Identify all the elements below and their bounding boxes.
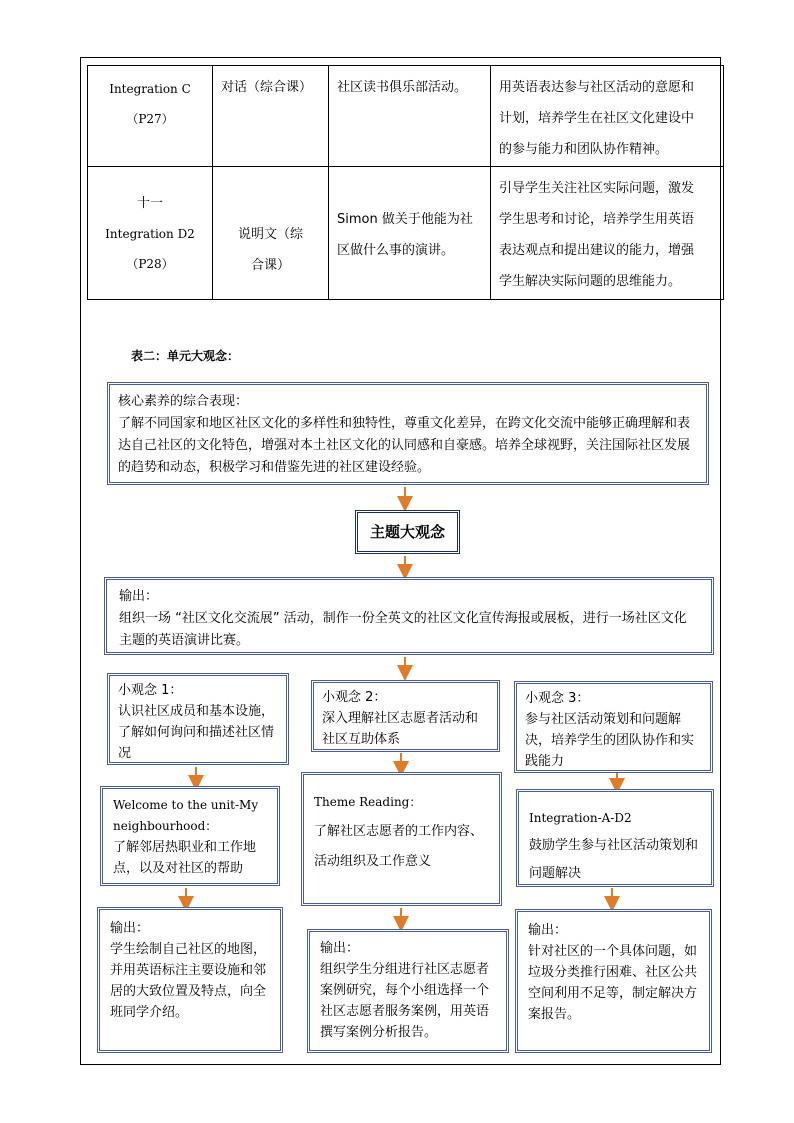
lesson-1-box bbox=[100, 786, 280, 886]
lesson-title: Theme Reading： bbox=[314, 795, 422, 809]
lesson-3-box bbox=[516, 789, 714, 887]
idea-text: 深入理解社区志愿者活动和社区互助体系 bbox=[322, 711, 479, 747]
section-title: 表二：单元大观念： bbox=[131, 349, 240, 363]
output-title: 输出： bbox=[119, 589, 159, 604]
idea-text: 参与社区活动策划和问题解决，培养学生的团队协作和实践能力 bbox=[525, 712, 695, 769]
output-text: 组织一场 “社区文化交流展” 活动，制作一份全英文的社区文化宣传海报或展板，进行一场社区文化主题的英语演讲比赛。 bbox=[119, 611, 687, 648]
lesson-type: 说明文（综合课） bbox=[237, 227, 303, 273]
output-title: 输出： bbox=[528, 923, 568, 938]
lesson-2-box bbox=[301, 772, 502, 906]
lesson-text: 鼓励学生参与社区活动策划和问题解决 bbox=[529, 838, 699, 881]
goal-line: 表达观点和提出建议的能力，增强 bbox=[499, 243, 695, 258]
idea-title: 小观念 2： bbox=[322, 690, 387, 705]
core-literacy-box bbox=[107, 382, 709, 485]
idea-1-box bbox=[107, 673, 289, 765]
output-2-box bbox=[307, 929, 509, 1053]
lesson-text: 了解社区志愿者的工作内容、活动组织及工作意义 bbox=[314, 824, 484, 869]
goal-line: 引导学生关注社区实际问题，激发 bbox=[499, 181, 695, 196]
idea-title: 小观念 3： bbox=[525, 691, 590, 706]
idea-2-box bbox=[311, 680, 500, 752]
lesson-type: 对话（综合课） bbox=[221, 80, 313, 95]
theme-box: 主题大观念 bbox=[355, 510, 460, 554]
output-3-box bbox=[515, 909, 712, 1053]
idea-title: 小观念 1： bbox=[118, 683, 183, 698]
output-text: 学生绘制自己社区的地图，并用英语标注主要设施和邻居的大致位置及特点，向全班同学介绍。 bbox=[110, 942, 267, 1020]
lesson-content: 社区读书俱乐部活动。 bbox=[337, 80, 468, 95]
idea-3-box bbox=[514, 681, 713, 773]
goal-line: 计划，培养学生在社区文化建设中 bbox=[499, 111, 695, 126]
lesson-content: Simon 做关于他能为社区做什么事的演讲。 bbox=[337, 212, 473, 258]
lesson-number: 十一 bbox=[136, 196, 163, 211]
core-text: 了解不同国家和地区社区文化的多样性和独特性，尊重文化差异，在跨文化交流中能够正确理解和表达自己社区的文化特色，增强对本土社区文化的认同感和自豪感。培养全球视野，关注国际社区发展的趋势和动态，积极学习和借鉴先进的社区建设经验。 bbox=[118, 416, 691, 475]
output-text: 组织学生分组进行社区志愿者案例研究，每个小组选择一个社区志愿者服务案例，用英语撰写案例分析报告。 bbox=[320, 962, 490, 1040]
goal-line: 用英语表达参与社区活动的意愿和 bbox=[499, 80, 695, 95]
lesson-page: （P28） bbox=[126, 257, 174, 271]
idea-text: 认识社区成员和基本设施，了解如何询问和描述社区情况 bbox=[118, 704, 275, 761]
goal-line: 学生思考和讨论，培养学生用英语 bbox=[499, 212, 695, 227]
goal-line: 的参与能力和团队协作精神。 bbox=[499, 142, 669, 157]
output-title: 输出： bbox=[320, 941, 360, 956]
lesson-title: Integration-A-D2 bbox=[529, 811, 632, 825]
goal-line: 学生解决实际问题的思维能力。 bbox=[499, 274, 682, 289]
output-text: 针对社区的一个具体问题，如垃圾分类推行困难、社区公共空间利用不足等，制定解决方案报告。 bbox=[528, 944, 698, 1022]
output-title: 输出： bbox=[110, 921, 150, 936]
lesson-text: 了解邻居热职业和工作地点，以及对社区的帮助 bbox=[113, 840, 257, 876]
lesson-page: （P27） bbox=[126, 112, 174, 126]
main-output-box bbox=[104, 577, 714, 655]
core-title: 核心素养的综合表现： bbox=[118, 394, 249, 409]
lesson-name: Integration D2 bbox=[105, 227, 195, 241]
lesson-title: Welcome to the unit-My neighbourhood： bbox=[113, 798, 259, 833]
output-1-box bbox=[97, 907, 283, 1053]
lesson-name: Integration C bbox=[109, 82, 191, 96]
